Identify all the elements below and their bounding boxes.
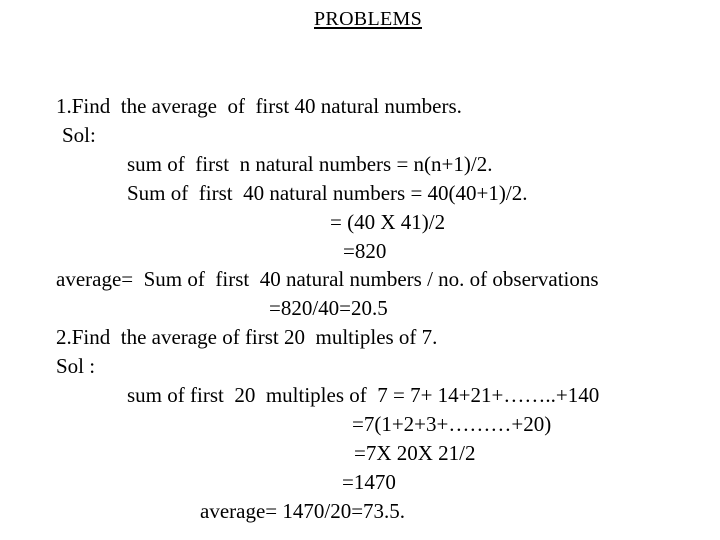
problem2-step1: sum of first 20 multiples of 7 = 7+ 14+21+……..+140 bbox=[127, 383, 600, 407]
problem2-result: average= 1470/20=73.5. bbox=[200, 499, 406, 523]
problem1-question: 1.Find the average of first 40 natural numbers. bbox=[56, 94, 462, 118]
problem1-sol-label: Sol: bbox=[62, 123, 96, 147]
problem2-step3: =7X 20X 21/2 bbox=[354, 441, 476, 465]
problem1-step3: = (40 X 41)/2 bbox=[330, 210, 446, 234]
problem2-step4: =1470 bbox=[342, 470, 396, 494]
problem1-result: =820/40=20.5 bbox=[269, 296, 388, 320]
problem2-question: 2.Find the average of first 20 multiples of 7. bbox=[56, 325, 438, 349]
problem1-step2: Sum of first 40 natural numbers = 40(40+1)/2. bbox=[127, 181, 528, 205]
slide-title: PROBLEMS bbox=[314, 8, 422, 30]
problem1-step4: =820 bbox=[343, 239, 387, 263]
problem1-step1: sum of first n natural numbers = n(n+1)/2. bbox=[127, 152, 493, 176]
problem2-step2: =7(1+2+3+………+20) bbox=[352, 412, 552, 436]
problem2-sol-label: Sol : bbox=[56, 354, 96, 378]
problem1-average-line: average= Sum of first 40 natural numbers / no. of observations bbox=[56, 267, 599, 291]
